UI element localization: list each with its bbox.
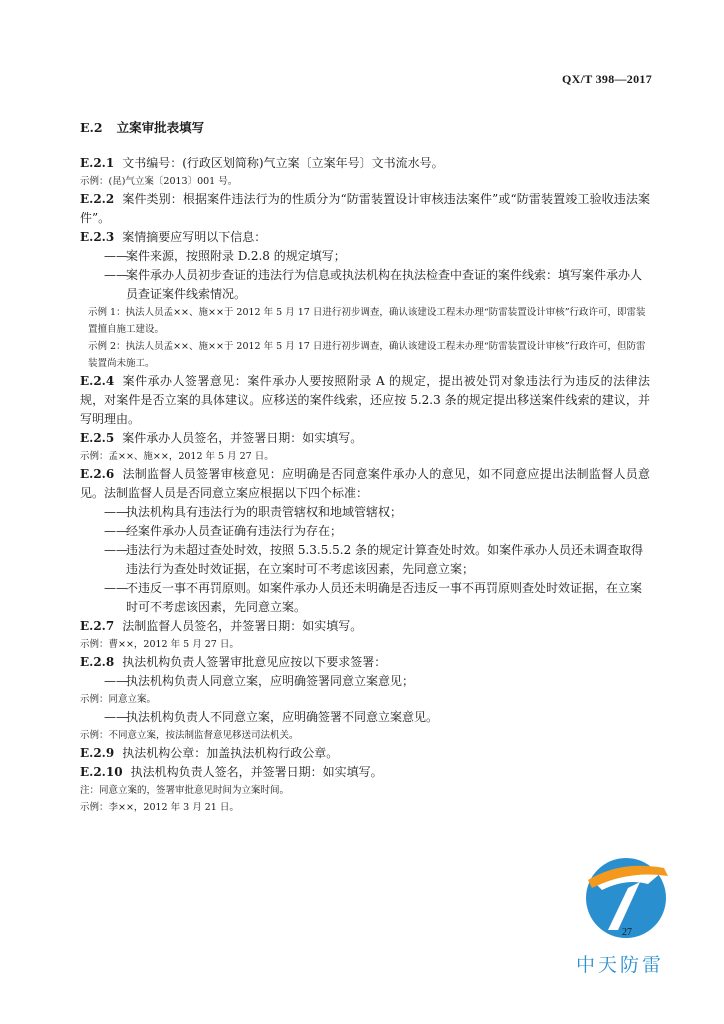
clause-e23 — [80, 228, 650, 247]
example-e28-1: 示例：同意立案。 — [80, 694, 157, 705]
list-item: ——执法机构负责人同意立案，应明确签署同意立案意见； — [104, 674, 415, 688]
example-e27: 示例：曹××，2012 年 5 月 27 日。 — [80, 639, 239, 650]
list-item-text: 案件承办人员初步查证的违法行为信息或执法机构在执法检查中查证的案件线索：填写案件承办人员查证案件线索情况。 — [126, 268, 643, 301]
clause-e27 — [80, 617, 650, 636]
example-e21: 示例：(昆)气立案〔2013〕001 号。 — [80, 176, 238, 187]
list-item: ——案件承办人员初步查证的违法行为信息或执法机构在执法检查中查证的案件线索：填写案件承办人员查证案件线索情况。 — [104, 268, 643, 301]
list-item-text: 不违反一事不再罚原则。如案件承办人员还未明确是否违反一事不再罚原则查处时效证据，在立案时可不考虑该因素，先同意立案。 — [126, 581, 643, 614]
list-item-text: 经案件承办人员查证确有违法行为存在； — [126, 524, 343, 538]
clause-number: E.2.9 — [80, 746, 115, 760]
example-e210: 示例：李××，2012 年 3 月 21 日。 — [80, 802, 239, 813]
clause-e29 — [80, 744, 650, 763]
list-item: ——执法机构负责人不同意立案，应明确签署不同意立案意见。 — [104, 710, 439, 724]
list-item-text: 违法行为未超过查处时效，按照 5.3.5.5.2 条的规定计算查处时效。如案件承办人员还未调查取得违法行为查处时效证据，在立案时可不考虑该因素，先同意立案； — [126, 543, 644, 576]
section-title: 立案审批表填写 — [116, 120, 205, 135]
clause-number: E.2.4 — [80, 374, 115, 388]
clause-e28 — [80, 653, 650, 672]
clause-text: 案情摘要应写明以下信息： — [122, 230, 267, 244]
clause-text: 执法机构负责人签署审批意见应按以下要求签署： — [122, 655, 387, 669]
list-item-text: 案件来源，按照附录 D.2.8 的规定填写； — [126, 249, 346, 263]
content-body — [80, 118, 650, 816]
clause-text: 法制监督人员签名，并签署日期：如实填写。 — [122, 619, 363, 633]
clause-e26 — [80, 465, 650, 503]
clause-text: 执法机构公章：加盖执法机构行政公章。 — [122, 746, 339, 760]
clause-e21 — [80, 154, 650, 173]
clause-number: E.2.8 — [80, 655, 115, 669]
list-item: ——经案件承办人员查证确有违法行为存在； — [104, 524, 343, 538]
example-e23-1: 示例 1：执法人员孟××、施××于 2012 年 5 月 17 日进行初步调查，确认该建设工程未办理“防雷装置设计审核”行政许可，即雷装置擅自施工建设。 — [88, 307, 646, 335]
example-e25: 示例：孟××、施××，2012 年 5 月 27 日。 — [80, 451, 274, 462]
page-number: 27 — [622, 927, 632, 938]
clause-text: 案件承办人员签名，并签署日期：如实填写。 — [122, 431, 363, 445]
clause-text: 法制监督人员签署审核意见：应明确是否同意案件承办人的意见，如不同意应提出法制监督人员意见。法制监督人员是否同意立案应根据以下四个标准： — [80, 467, 650, 500]
clause-number: E.2.3 — [80, 230, 115, 244]
list-item: ——案件来源，按照附录 D.2.8 的规定填写； — [104, 249, 346, 263]
clause-text: 文书编号：(行政区划简称)气立案〔立案年号〕文书流水号。 — [122, 156, 444, 170]
note-e210: 注：同意立案的，签署审批意见时间为立案时间。 — [80, 785, 290, 796]
list-item-text: 执法机构具有违法行为的职责管辖权和地域管辖权； — [126, 505, 403, 519]
list-item: ——不违反一事不再罚原则。如案件承办人员还未明确是否违反一事不再罚原则查处时效证据，在立案时可不考虑该因素，先同意立案。 — [104, 581, 643, 614]
list-item-text: 执法机构负责人同意立案，应明确签署同意立案意见； — [126, 674, 415, 688]
section-number: E.2 — [80, 120, 103, 135]
section-heading — [80, 118, 650, 136]
example-e23-2: 示例 2：执法人员孟××、施××于 2012 年 5 月 17 日进行初步调查，确认该建设工程未办理“防雷装置设计审核”行政许可，但防雷装置尚未施工。 — [88, 341, 646, 369]
example-e28-2: 示例：不同意立案，按法制监督意见移送司法机关。 — [80, 730, 299, 741]
list-item: ——执法机构具有违法行为的职责管辖权和地域管辖权； — [104, 505, 403, 519]
clause-number: E.2.2 — [80, 192, 115, 206]
clause-text: 案件类别：根据案件违法行为的性质分为“防雷装置设计审核违法案件”或“防雷装置竣工验收违法案件”。 — [80, 192, 650, 225]
clause-number: E.2.1 — [80, 156, 115, 170]
clause-number: E.2.10 — [80, 765, 123, 779]
clause-text: 执法机构负责人签名，并签署日期：如实填写。 — [130, 765, 383, 779]
clause-e25 — [80, 429, 650, 448]
clause-number: E.2.7 — [80, 619, 115, 633]
standard-code: QX/T 398—2017 — [561, 72, 652, 86]
clause-text: 案件承办人签署意见：案件承办人要按照附录 A 的规定，提出被处罚对象违法行为违反的法律法规，对案件是否立案的具体建议。应移送的案件线索，还应按 5.2.3 条的规定提出移送案件线索的建议，并写明理由。 — [80, 374, 650, 426]
list-item-text: 执法机构负责人不同意立案，应明确签署不同意立案意见。 — [126, 710, 439, 724]
clause-e24 — [80, 372, 650, 429]
clause-e22 — [80, 190, 650, 228]
list-item: ——违法行为未超过查处时效，按照 5.3.5.5.2 条的规定计算查处时效。如案件承办人员还未调查取得违法行为查处时效证据，在立案时可不考虑该因素，先同意立案； — [104, 543, 644, 576]
clause-e210 — [80, 763, 650, 782]
clause-number: E.2.5 — [80, 431, 115, 445]
brand-name: 中天防雷 — [576, 954, 665, 976]
clause-number: E.2.6 — [80, 467, 115, 481]
